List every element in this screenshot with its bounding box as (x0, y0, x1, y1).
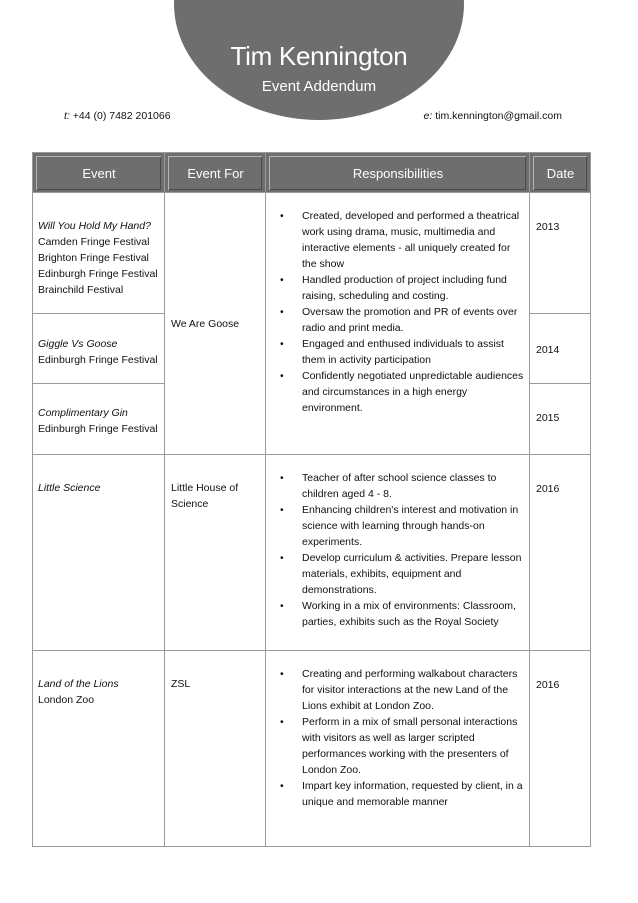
event-cell (33, 651, 165, 847)
date-cell: 2016 (530, 455, 591, 651)
bullet-icon: • (280, 780, 284, 792)
phone-label: t: (64, 110, 70, 122)
bullet-icon: • (280, 552, 284, 564)
email-address[interactable]: tim.kennington@gmail.com (435, 110, 562, 122)
responsibilities-list (276, 208, 525, 416)
table-row (33, 193, 591, 314)
table-row (33, 651, 591, 847)
bullet-icon: • (280, 338, 284, 350)
date-cell: 2016 (530, 651, 591, 847)
event-for-cell: We Are Goose (165, 193, 266, 455)
responsibility-item: • Creating and performing walkabout characters for visitor interactions at the new Land of the Lions exhibit at London Zoo. (280, 668, 518, 712)
event-venue: Edinburgh Fringe Festival (38, 268, 158, 280)
responsibilities-list (276, 666, 525, 810)
bullet-icon: • (280, 600, 284, 612)
email-label: e: (423, 110, 433, 122)
responsibility-item: • Confidently negotiated unpredictable audiences and circumstances in a high energy environment. (280, 370, 524, 414)
resume-name: Tim Kennington (230, 41, 408, 71)
responsibility-item: • Impart key information, requested by client, in a unique and memorable manner (280, 780, 523, 808)
event-venue: London Zoo (38, 694, 95, 706)
bullet-icon: • (280, 274, 284, 286)
contact-phone (64, 110, 171, 122)
date-cell: 2014 (530, 314, 591, 384)
document-subtitle: Event Addendum (261, 78, 377, 95)
event-venue: Edinburgh Fringe Festival (38, 354, 158, 366)
bullet-icon: • (280, 210, 284, 222)
responsibility-item: • Teacher of after school science classes to children aged 4 - 8. (280, 472, 497, 500)
bullet-icon: • (280, 668, 284, 680)
bullet-icon: • (280, 716, 284, 728)
responsibilities-cell (266, 651, 530, 847)
event-for-cell: ZSL (165, 651, 266, 847)
event-cell (33, 314, 165, 384)
event-title: Giggle Vs Goose (38, 338, 118, 350)
event-title: Complimentary Gin (38, 407, 128, 419)
responsibility-item: • Develop curriculum & activities. Prepare lesson materials, exhibits, equipment and demonstrations. (280, 552, 522, 596)
bullet-icon: • (280, 472, 284, 484)
column-header-event-for: Event For (165, 153, 266, 193)
responsibility-item: • Oversaw the promotion and PR of events over radio and print media. (280, 306, 518, 334)
event-venue: Edinburgh Fringe Festival (38, 423, 158, 435)
column-header-responsibilities: Responsibilities (266, 153, 530, 193)
column-header-date: Date (530, 153, 591, 193)
table-row (33, 455, 591, 651)
responsibility-item: • Perform in a mix of small personal interactions with visitors as well as larger scripted performances working with the presenters of London Zoo. (280, 716, 518, 776)
responsibility-item: • Engaged and enthused individuals to assist them in activity participation (280, 338, 504, 366)
event-cell (33, 193, 165, 314)
date-cell: 2015 (530, 384, 591, 455)
event-venue: Camden Fringe Festival (38, 236, 150, 248)
column-header-event: Event (33, 153, 165, 193)
phone-number: +44 (0) 7482 201066 (72, 110, 171, 122)
event-cell (33, 455, 165, 651)
event-for-cell: Little House of Science (165, 455, 266, 651)
responsibility-item: • Enhancing children's interest and motivation in science with learning through hands-on experiments. (280, 504, 519, 548)
responsibilities-cell (266, 193, 530, 455)
events-table (32, 152, 591, 847)
bullet-icon: • (280, 306, 284, 318)
event-cell (33, 384, 165, 455)
responsibility-item: • Working in a mix of environments: Classroom, parties, exhibits such as the Royal Society (280, 600, 516, 628)
responsibility-item: • Handled production of project including fund raising, scheduling and costing. (280, 274, 507, 302)
event-title: Little Science (38, 482, 101, 494)
contact-email (424, 110, 562, 122)
event-title: Will You Hold My Hand? (38, 220, 151, 232)
event-venue: Brainchild Festival (38, 284, 124, 296)
bullet-icon: • (280, 504, 284, 516)
bullet-icon: • (280, 370, 284, 382)
event-venue: Brighton Fringe Festival (38, 252, 149, 264)
date-cell: 2013 (530, 193, 591, 314)
table-header-row (33, 153, 591, 193)
responsibility-item: • Created, developed and performed a theatrical work using drama, music, multimedia and interactive elements - all uniquely created for the show (280, 210, 520, 270)
responsibilities-cell (266, 455, 530, 651)
responsibilities-list (276, 470, 525, 630)
event-title: Land of the Lions (38, 678, 119, 690)
